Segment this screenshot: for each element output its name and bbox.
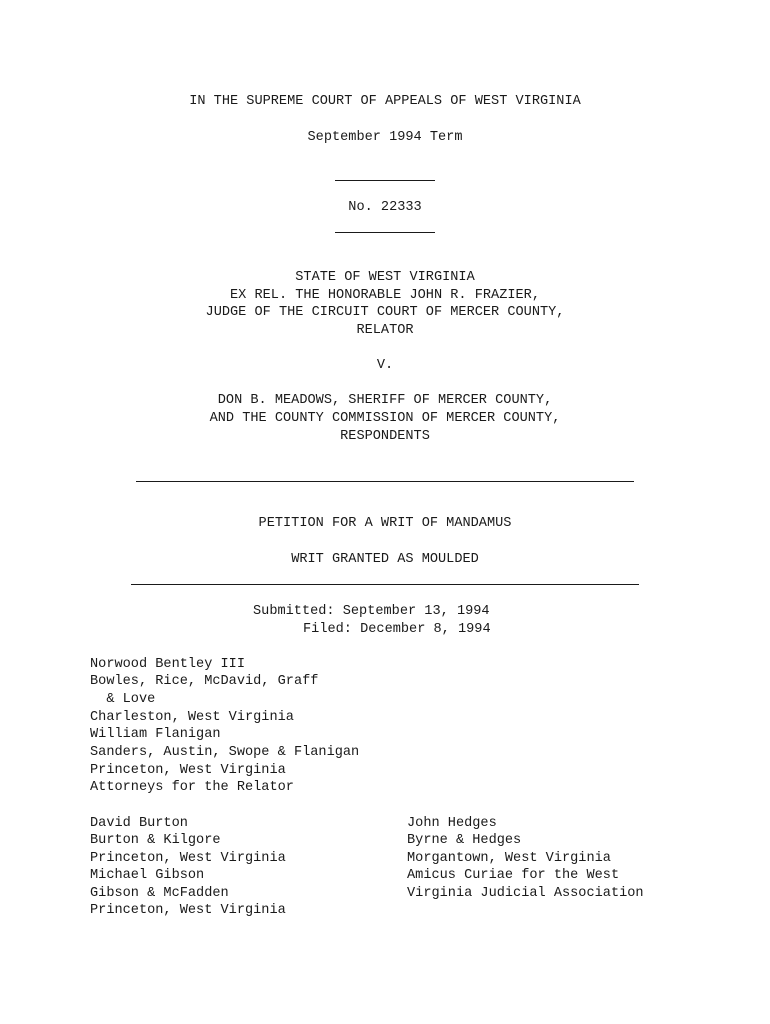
- attorney-line: Byrne & Hedges: [407, 833, 522, 848]
- disposition: WRIT GRANTED AS MOULDED: [291, 552, 479, 567]
- attorney-line: Princeton, West Virginia: [90, 851, 286, 866]
- relator-line: STATE OF WEST VIRGINIA: [295, 270, 475, 285]
- attorney-line: William Flanigan: [90, 727, 221, 742]
- case-number: No. 22333: [348, 200, 422, 215]
- proceeding-type: PETITION FOR A WRIT OF MANDAMUS: [258, 516, 512, 531]
- attorney-line: Bowles, Rice, McDavid, Graff: [90, 674, 319, 689]
- attorney-line: John Hedges: [407, 816, 497, 831]
- attorney-line: Norwood Bentley III: [90, 657, 245, 672]
- attorney-line: Princeton, West Virginia: [90, 903, 286, 918]
- divider: [335, 232, 435, 233]
- attorney-line: & Love: [90, 692, 156, 707]
- respondent-line: AND THE COUNTY COMMISSION OF MERCER COUNTY,: [209, 411, 561, 426]
- divider: [131, 584, 639, 585]
- attorney-line: Virginia Judicial Association: [407, 886, 644, 901]
- attorney-line: David Burton: [90, 816, 188, 831]
- respondent-line: RESPONDENTS: [340, 429, 430, 444]
- attorney-line: Gibson & McFadden: [90, 886, 229, 901]
- attorney-line: Attorneys for the Relator: [90, 780, 294, 795]
- court-name: IN THE SUPREME COURT OF APPEALS OF WEST VIRGINIA: [189, 94, 581, 109]
- term: September 1994 Term: [307, 130, 463, 145]
- attorney-line: Sanders, Austin, Swope & Flanigan: [90, 745, 360, 760]
- versus: V.: [376, 358, 394, 373]
- filed-date: Filed: December 8, 1994: [303, 622, 491, 637]
- divider: [136, 481, 634, 482]
- relator-line: EX REL. THE HONORABLE JOHN R. FRAZIER,: [230, 288, 540, 303]
- attorney-line: Michael Gibson: [90, 868, 205, 883]
- attorney-line: Charleston, West Virginia: [90, 710, 294, 725]
- attorney-line: Amicus Curiae for the West: [407, 868, 620, 883]
- divider: [335, 180, 435, 181]
- attorney-line: Princeton, West Virginia: [90, 763, 286, 778]
- respondent-line: DON B. MEADOWS, SHERIFF OF MERCER COUNTY,: [217, 393, 553, 408]
- attorney-line: Burton & Kilgore: [90, 833, 221, 848]
- submitted-date: Submitted: September 13, 1994: [253, 604, 490, 619]
- relator-line: JUDGE OF THE CIRCUIT COURT OF MERCER COUNTY,: [205, 305, 565, 320]
- attorney-line: Morgantown, West Virginia: [407, 851, 611, 866]
- relator-line: RELATOR: [356, 323, 414, 338]
